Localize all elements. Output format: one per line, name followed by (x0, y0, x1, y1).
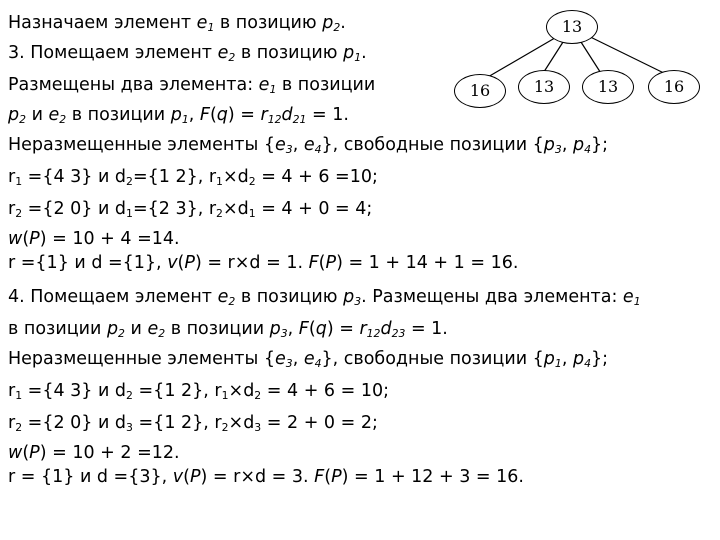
text-line: Назначаем элемент $e_1$ в позицию $p_2$. (8, 13, 346, 35)
tree-child-node: 13 (582, 70, 634, 104)
text-line: в позиции $p_2$ и $e_2$ в позиции $p_3$, $F(q) = r_{12}d_{23} = 1$. (8, 319, 448, 341)
text-line: $r_2 =\{2$ 0} и $d_3 =\{1$ 2}, $r_2\times d_3 = 2 + 0 = 2$; (8, 413, 378, 435)
text-line: w(P) = 10 + 2 =12. (8, 443, 180, 463)
text-line: $r_1 =\{4$ 3} и $d_2 =\{1$ 2}, $r_1\times d_2 = 4 + 6 = 10$; (8, 381, 390, 403)
tree-child-node: 16 (454, 74, 506, 108)
text-line: $p_2$ и $e_2$ в позиции $p_1$, $F(q) = r_{12}d_{21} = 1$. (8, 105, 349, 127)
tree-child-node: 13 (518, 70, 570, 104)
text-line: r ={1} и d ={1}, v(P) = r×d = 1. F(P) = 1 + 14 + 1 = 16. (8, 253, 519, 273)
text-line: Размещены два элемента: $e_1$ в позиции (8, 75, 376, 97)
tree-child-node: 16 (648, 70, 700, 104)
tree-root-node: 13 (546, 10, 598, 44)
text-line: Неразмещенные элементы {$e_3$, $e_4$}, свободные позиции {$p_1$, $p_4$}; (8, 349, 608, 371)
text-line: $r_2 =\{2$ 0} и $d_1=\{2$ 3}, $r_2\times d_1 = 4 + 0 = 4$; (8, 199, 373, 221)
text-line: Неразмещенные элементы {$e_3$, $e_4$}, свободные позиции {$p_3$, $p_4$}; (8, 135, 608, 157)
text-line: $r_1 =\{4$ 3} и $d_2=\{1$ 2}, $r_1\times d_2 = 4 + 6 =10$; (8, 167, 378, 189)
text-line: w(P) = 10 + 4 =14. (8, 229, 180, 249)
text-line: 3. Помещаем элемент $e_2$ в позицию $p_1$. (8, 43, 367, 65)
text-line: 4. Помещаем элемент $e_2$ в позицию $p_3$. Размещены два элемента: $e_1$ (8, 287, 641, 309)
text-line: r = {1} и d ={3}, v(P) = r×d = 3. F(P) = 1 + 12 + 3 = 16. (8, 467, 524, 487)
